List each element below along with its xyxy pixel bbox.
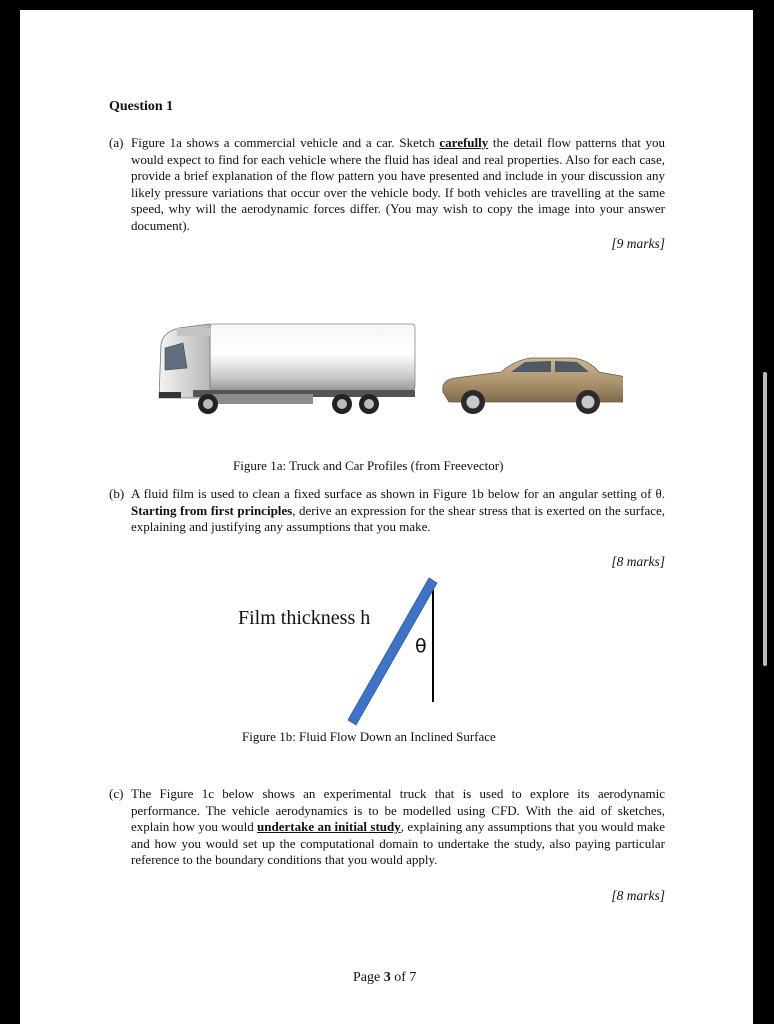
part-c-text-start: The Figure 1c below shows an experimental truck that is used to explore its aerodynamic performance. The vehicle aerodynamics is to be modelled using CFD. With the aid of sketches, explain how you would [131, 786, 665, 835]
car-wheel-hub [582, 396, 595, 409]
car-drawing [443, 358, 623, 414]
figure-1a-caption: Figure 1a: Truck and Car Profiles (from Freevector) [233, 458, 504, 473]
part-b-text-end: , derive an expression for the shear stress that is exerted on the surface, explaining and justifying any assumptions that you make. [131, 502, 666, 535]
truck-wheel-hub [337, 399, 347, 409]
part-c-text [131, 786, 665, 869]
part-a-paragraph [109, 135, 665, 235]
angle-theta-label: θ [415, 635, 427, 657]
part-a-label: (a) [109, 135, 124, 150]
truck-fuel-tank [213, 394, 313, 404]
part-b-emphasis: Starting from first principles [131, 502, 293, 518]
part-a-text-end: the detail flow patterns that you would expect to find for each vehicle where the fluid has ideal and real properties. Also for each case, provide a brief explanation of the flow pattern you have presented and include in your discussion any likely pressure variations that occur over the vehicle body. If both vehicles are travelling at the same speed, why will the aerodynamic forces differ. (You may wish to copy the image into your answer document). [131, 135, 665, 233]
truck-wheel-hub [364, 399, 374, 409]
part-a-emphasis: carefully [439, 135, 489, 150]
truck-windshield [165, 343, 187, 370]
truck-wheel-hub [203, 399, 213, 409]
part-b-text-start: A fluid film is used to clean a fixed surface as shown in Figure 1b below for an angular setting of θ. [131, 486, 665, 501]
page-number-total: of 7 [390, 970, 417, 985]
truck-bumper [159, 392, 181, 398]
part-c-emphasis: undertake an initial study [257, 819, 401, 835]
part-c-paragraph [109, 786, 665, 869]
document-page [20, 10, 753, 1024]
truck-roof-fairing [177, 328, 210, 336]
part-b-paragraph [109, 486, 665, 536]
part-c-text-end: , explaining any assumptions that you would make and how you would set up the computational domain to undertake the study, also paying particular reference to the boundary conditions that you would apply. [131, 819, 665, 868]
truck-trailer [210, 324, 415, 390]
part-c-marks: [8 marks] [611, 888, 665, 903]
part-a-marks: [9 marks] [611, 236, 665, 251]
page-number [353, 970, 416, 986]
part-c-label: (c) [109, 786, 124, 801]
truck-drawing [159, 324, 415, 414]
page-number-prefix: Page [353, 970, 384, 985]
figure-1b-caption: Figure 1b: Fluid Flow Down an Inclined Surface [242, 729, 496, 744]
page-number-current: 3 [383, 970, 391, 985]
part-b-label: (b) [109, 486, 125, 501]
part-a-text-start: Figure 1a shows a commercial vehicle and a car. Sketch [131, 135, 440, 150]
car-wheel-hub [467, 396, 480, 409]
figure-1a-illustration [153, 310, 623, 415]
film-thickness-label: Film thickness h [238, 607, 371, 629]
part-a-text [131, 135, 665, 235]
figure-1b-diagram [340, 575, 450, 735]
question-heading: Question 1 [109, 99, 174, 114]
vertical-scrollbar[interactable] [763, 372, 767, 666]
part-b-text [131, 486, 665, 536]
part-b-marks: [8 marks] [611, 554, 665, 569]
